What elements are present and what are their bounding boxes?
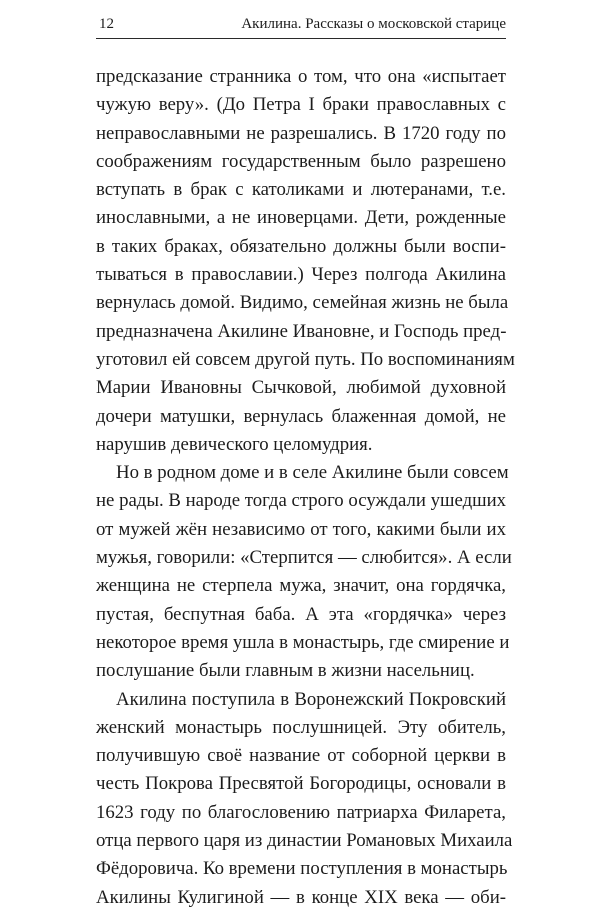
text-line: соображениям государственным было разрешено	[96, 150, 506, 172]
running-title: Акилина. Рассказы о московской старице	[241, 16, 506, 32]
text-line: инославными, а не иноверцами. Дети, рожденные	[96, 207, 506, 229]
text-line: не рады. В народе тогда строго осуждали ушедших	[96, 490, 507, 512]
text-line: чужую веру». (До Петра I браки православных с	[96, 94, 506, 116]
text-line: 1623 году по благословению патриарха Филарета,	[96, 801, 506, 823]
paragraph-1	[96, 63, 515, 459]
body-text	[96, 63, 515, 912]
text-line: отца первого царя из династии Романовых Михаила	[96, 830, 513, 852]
text-line: женщина не стерпела мужа, значит, она гордячка,	[96, 575, 506, 597]
text-line: получившую своё название от соборной церкви в	[96, 745, 506, 767]
paragraph-2	[96, 459, 512, 685]
text-line: Фёдоровича. Ко времени поступления в монастырь	[96, 858, 508, 880]
text-line: Акилина поступила в Воронежский Покровский	[116, 688, 506, 710]
text-line: честь Покрова Пресвятой Богородицы, основали в	[96, 773, 506, 795]
page-number: 12	[99, 16, 114, 32]
text-line: вернулась домой. Видимо, семейная жизнь не была	[96, 292, 509, 314]
text-line: пустая, беспутная баба. А эта «гордячка» через	[96, 603, 506, 625]
page-header	[96, 14, 506, 39]
text-line: мужья, говорили: «Стерпится — слюбится». А если	[96, 547, 512, 569]
paragraph-3	[96, 686, 513, 912]
text-line: некоторое время ушла в монастырь, где смирение и	[96, 631, 510, 653]
text-line: предназначена Акилине Ивановне, и Господь пред-	[96, 320, 507, 342]
text-line: тываться в православии.) Через полгода Акилина	[96, 264, 506, 286]
text-line: вступать в брак с католиками и лютеранами, т.е.	[96, 179, 506, 201]
text-line: от мужей жён независимо от того, какими были их	[96, 518, 506, 540]
text-line: уготовил ей совсем другой путь. По воспоминаниям	[96, 348, 515, 370]
text-line: дочери матушки, вернулась блаженная домой, не	[96, 405, 506, 427]
text-line: неправославными не разрешались. В 1720 году по	[96, 122, 506, 144]
text-line: нарушив девического целомудрия.	[96, 433, 373, 455]
text-line: предсказание странника о том, что она «испытает	[96, 66, 506, 87]
text-line: Но в родном доме и в селе Акилине были совсем	[116, 462, 509, 484]
text-line: послушание были главным в жизни насельниц.	[96, 660, 475, 682]
text-line: Марии Ивановны Сычковой, любимой духовной	[96, 377, 506, 399]
text-line: женский монастырь послушницей. Эту обитель,	[96, 716, 506, 738]
text-line: Акилины Кулигиной — в конце XIX века — оби-	[96, 886, 506, 908]
text-line: в таких браках, обязательно должны были воспи-	[96, 235, 506, 257]
